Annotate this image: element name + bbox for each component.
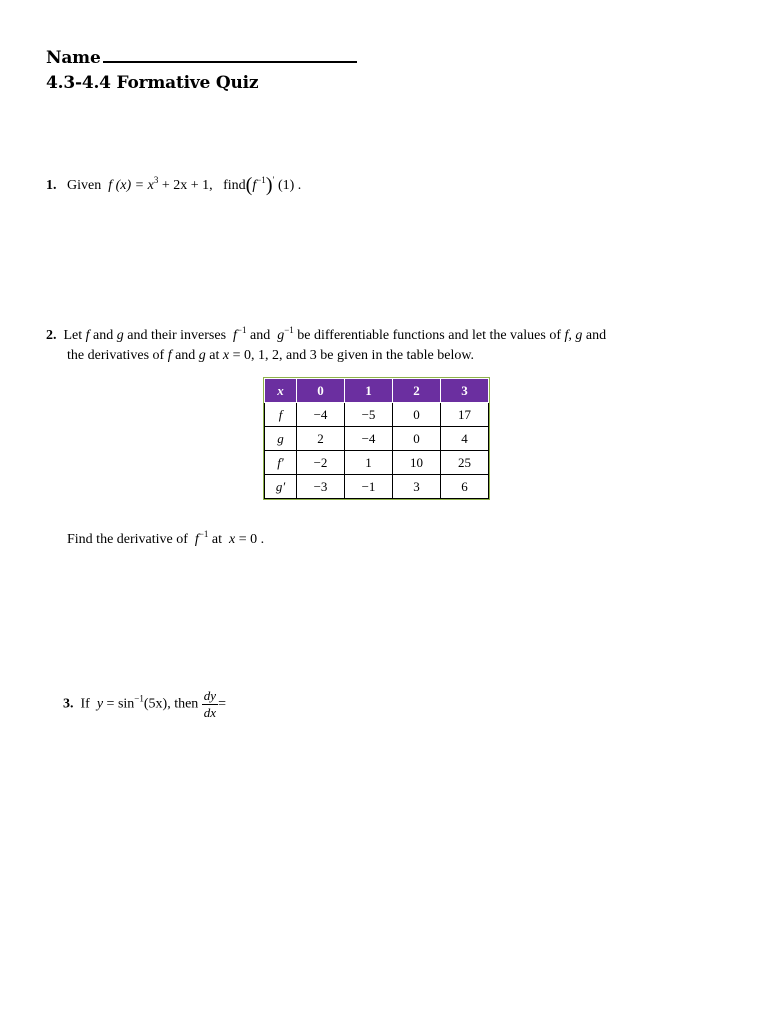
- q2-text: = 0, 1, 2, and 3 be given in the table below.: [229, 348, 475, 363]
- q2-text: = 0 .: [235, 532, 265, 547]
- q2-var-f-inverse: f: [233, 328, 237, 343]
- table-cell: −1: [345, 475, 393, 499]
- question-number: 2.: [46, 328, 57, 343]
- name-blank-line: [103, 57, 357, 63]
- row-label: f′: [265, 451, 297, 475]
- table-header-cell: x: [265, 379, 297, 403]
- q2-var-x: x: [222, 348, 230, 363]
- table-row: [265, 403, 489, 427]
- row-label: g′: [265, 475, 297, 499]
- q2-text: and: [582, 328, 607, 343]
- q2-text: at: [208, 532, 226, 547]
- quiz-title: 4.3-4.4 Formative Quiz: [46, 73, 259, 93]
- q2-var-f: f,: [564, 328, 572, 343]
- q1-inverse-f: f: [252, 178, 257, 193]
- q3-var-y: y: [96, 696, 104, 712]
- q3-denominator: dx: [203, 705, 217, 720]
- table-cell: 25: [441, 451, 489, 475]
- q2-text: the derivatives of: [67, 348, 168, 363]
- q2-inverse-exponent: −1: [284, 325, 294, 335]
- name-heading: [46, 48, 357, 68]
- table-cell: 6: [441, 475, 489, 499]
- q2-text: Find the derivative of: [67, 532, 192, 547]
- question-2-line-1: [46, 325, 607, 344]
- question-2-line-2: [67, 348, 474, 364]
- q3-inverse-exponent: −1: [134, 693, 144, 704]
- table-cell: 4: [441, 427, 489, 451]
- q2-text: and: [171, 348, 199, 363]
- table-cell: −4: [345, 427, 393, 451]
- q1-given: Given: [67, 178, 102, 193]
- table-row: [265, 427, 489, 451]
- question-number: 3.: [63, 696, 74, 712]
- table-row: [265, 475, 489, 499]
- table-cell: −4: [297, 403, 345, 427]
- q2-var-f-inverse: f: [194, 532, 199, 547]
- q1-open-paren: (: [245, 174, 253, 196]
- table-cell: 3: [393, 475, 441, 499]
- q1-exponent: 3: [153, 175, 159, 185]
- row-label: f: [265, 403, 297, 427]
- q1-argument: (1) .: [277, 178, 302, 193]
- q3-argument: (5x): [143, 696, 168, 712]
- table-header-cell: 0: [297, 379, 345, 403]
- question-number: 1.: [46, 178, 57, 193]
- q2-text: and their inverses: [123, 328, 230, 343]
- q1-find: find: [223, 178, 246, 193]
- table-cell: 2: [297, 427, 345, 451]
- q2-text: be differentiable functions and let the values of: [293, 328, 565, 343]
- name-label: Name: [46, 48, 101, 68]
- table-header-cell: 1: [345, 379, 393, 403]
- q2-text: at: [205, 348, 223, 363]
- q2-var-g: g: [198, 348, 206, 363]
- q2-text: and: [246, 328, 274, 343]
- q2-var-f: f: [167, 348, 172, 363]
- q2-var-f: f: [85, 328, 90, 343]
- table-header-row: [265, 379, 489, 403]
- q2-var-x: x: [229, 532, 236, 547]
- q3-if: If: [80, 696, 90, 712]
- q1-prime: ′: [272, 175, 275, 185]
- question-3: [63, 688, 226, 721]
- table-header-cell: 2: [393, 379, 441, 403]
- q3-equals: =: [218, 696, 226, 712]
- q3-sin: = sin: [103, 696, 135, 712]
- q1-function: f (x) = x: [108, 178, 154, 193]
- q2-text: Let: [63, 328, 86, 343]
- table-row: [265, 451, 489, 475]
- table-cell: 1: [345, 451, 393, 475]
- table-cell: −2: [297, 451, 345, 475]
- row-label: g: [265, 427, 297, 451]
- table-cell: −3: [297, 475, 345, 499]
- q2-inverse-exponent: −1: [198, 529, 209, 539]
- q3-numerator: dy: [203, 688, 217, 703]
- q2-var-g: g: [116, 328, 124, 343]
- q3-derivative-fraction: [202, 688, 218, 721]
- table-header-cell: 3: [441, 379, 489, 403]
- question-2-prompt: [67, 529, 265, 548]
- q2-inverse-exponent: −1: [236, 325, 247, 335]
- question-1: [46, 174, 301, 197]
- q2-text: and: [89, 328, 117, 343]
- table-cell: 17: [441, 403, 489, 427]
- q2-var-g: g: [571, 328, 583, 343]
- table-cell: −5: [345, 403, 393, 427]
- q1-function-rest: + 2x + 1,: [158, 178, 213, 193]
- table-cell: 0: [393, 427, 441, 451]
- table-cell: 10: [393, 451, 441, 475]
- q3-then: , then: [167, 696, 199, 712]
- q1-close-paren: ): [265, 174, 273, 196]
- q1-inverse-exponent: −1: [256, 175, 266, 185]
- values-table: [264, 378, 489, 499]
- table-cell: 0: [393, 403, 441, 427]
- q2-var-g-inverse: g: [277, 328, 285, 343]
